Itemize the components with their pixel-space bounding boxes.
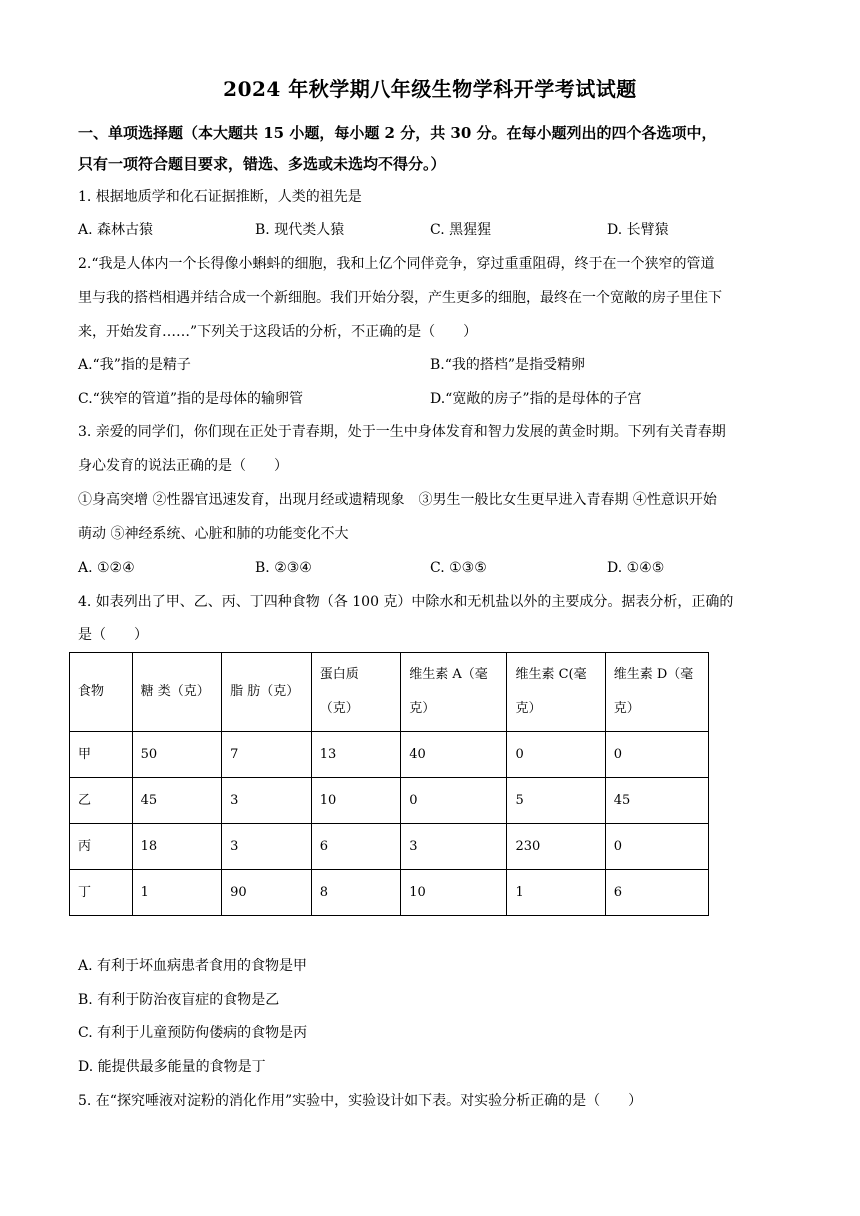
question-3-line-3: ①身高突增 ②性器官迅速发育，出现月经或遗精现象 ③男生一般比女生更早进入青春期 ④性意识开始 xyxy=(78,492,717,508)
question-2-line-2: 里与我的搭档相遇并结合成一个新细胞。我们开始分裂，产生更多的细胞，最终在一个宽敞的房子里住下 xyxy=(78,290,722,306)
question-3-option-b: B. ②③④ xyxy=(255,560,312,576)
question-4-option-c: C. 有利于儿童预防佝偻病的食物是丙 xyxy=(78,1025,308,1041)
question-1-option-c: C. 黑猩猩 xyxy=(430,222,492,238)
table-cell: 50 xyxy=(132,732,222,778)
question-1-option-b: B. 现代类人猿 xyxy=(255,222,345,238)
section-heading-line-2: 只有一项符合题目要求，错选、多选或未选均不得分。） xyxy=(78,155,446,173)
table-cell: 3 xyxy=(222,778,312,824)
question-3-option-c: C. ①③⑤ xyxy=(430,560,487,576)
table-cell: 18 xyxy=(132,824,222,870)
section-heading xyxy=(78,118,788,180)
table-cell: 230 xyxy=(507,824,605,870)
table-header-row xyxy=(70,653,709,732)
table-cell: 90 xyxy=(222,870,312,916)
table-row xyxy=(70,870,709,916)
table-cell: 8 xyxy=(311,870,401,916)
table-cell: 1 xyxy=(132,870,222,916)
table-header-cell: 维生素 D（毫 克） xyxy=(605,653,708,732)
table-cell: 丁 xyxy=(70,870,133,916)
table-cell: 45 xyxy=(605,778,708,824)
table-cell: 0 xyxy=(507,732,605,778)
question-1-option-d: D. 长臂猿 xyxy=(607,222,669,238)
table-cell: 1 xyxy=(507,870,605,916)
table-cell: 乙 xyxy=(70,778,133,824)
table-header-cell: 蛋白质 （克） xyxy=(311,653,401,732)
question-2-line-1: 2.“我是人体内一个长得像小蝌蚪的细胞，我和上亿个同伴竞争，穿过重重阻碍，终于在一个狭窄的管道 xyxy=(78,256,715,272)
table-cell: 13 xyxy=(311,732,401,778)
table-cell: 45 xyxy=(132,778,222,824)
table-header-cell: 脂 肪（克） xyxy=(222,653,312,732)
question-2-option-b: B.“我的搭档”是指受精卵 xyxy=(430,357,586,373)
table-cell: 0 xyxy=(401,778,507,824)
table-cell: 0 xyxy=(605,732,708,778)
table-cell: 7 xyxy=(222,732,312,778)
question-2-line-3: 来，开始发育……”下列关于这段话的分析，不正确的是（ ） xyxy=(78,324,478,340)
table-cell: 10 xyxy=(311,778,401,824)
question-2-option-c: C.“狭窄的管道”指的是母体的输卵管 xyxy=(78,391,303,407)
table-cell: 10 xyxy=(401,870,507,916)
table-cell: 6 xyxy=(311,824,401,870)
question-4-option-b: B. 有利于防治夜盲症的食物是乙 xyxy=(78,992,280,1008)
table-cell: 40 xyxy=(401,732,507,778)
section-heading-line-1: 一、单项选择题（本大题共 15 小题，每小题 2 分，共 30 分。在每小题列出的四个各选项中， xyxy=(78,124,717,142)
question-3-line-2: 身心发育的说法正确的是（ ） xyxy=(78,458,288,474)
table-row xyxy=(70,732,709,778)
question-3-option-d: D. ①④⑤ xyxy=(607,560,665,576)
question-4-option-a: A. 有利于坏血病患者食用的食物是甲 xyxy=(78,958,308,974)
page-title: 2024 年秋学期八年级生物学科开学考试试题 xyxy=(223,77,637,101)
food-nutrient-table xyxy=(69,652,709,916)
table-cell: 3 xyxy=(401,824,507,870)
question-4-line-2: 是（ ） xyxy=(78,627,148,643)
table-cell: 0 xyxy=(605,824,708,870)
question-2-option-a: A.“我”指的是精子 xyxy=(78,357,191,373)
question-2-option-d: D.“宽敞的房子”指的是母体的子宫 xyxy=(430,391,642,407)
table-cell: 6 xyxy=(605,870,708,916)
table-cell: 3 xyxy=(222,824,312,870)
question-3-option-a: A. ①②④ xyxy=(78,560,135,576)
table-header-cell: 维生素 A（毫 克） xyxy=(401,653,507,732)
question-4-line-1: 4. 如表列出了甲、乙、丙、丁四种食物（各 100 克）中除水和无机盐以外的主要成分。据表分析，正确的 xyxy=(78,594,734,610)
table-cell: 5 xyxy=(507,778,605,824)
table-cell: 丙 xyxy=(70,824,133,870)
table-header-cell: 食物 xyxy=(70,653,133,732)
table-header-cell: 维生素 C(毫 克） xyxy=(507,653,605,732)
question-1-stem: 1. 根据地质学和化石证据推断，人类的祖先是 xyxy=(78,189,362,205)
question-3-line-1: 3. 亲爱的同学们，你们现在正处于青春期，处于一生中身体发育和智力发展的黄金时期。下列有关青春期 xyxy=(78,424,726,440)
table-row xyxy=(70,778,709,824)
question-5-stem: 5. 在“探究唾液对淀粉的消化作用”实验中，实验设计如下表。对实验分析正确的是（ ） xyxy=(78,1093,643,1109)
question-1-option-a: A. 森林古猿 xyxy=(78,222,154,238)
question-3-line-4: 萌动 ⑤神经系统、心脏和肺的功能变化不大 xyxy=(78,526,349,542)
table-cell: 甲 xyxy=(70,732,133,778)
question-4-option-d: D. 能提供最多能量的食物是丁 xyxy=(78,1059,266,1075)
table-row xyxy=(70,824,709,870)
table-header-cell: 糖 类（克） xyxy=(132,653,222,732)
